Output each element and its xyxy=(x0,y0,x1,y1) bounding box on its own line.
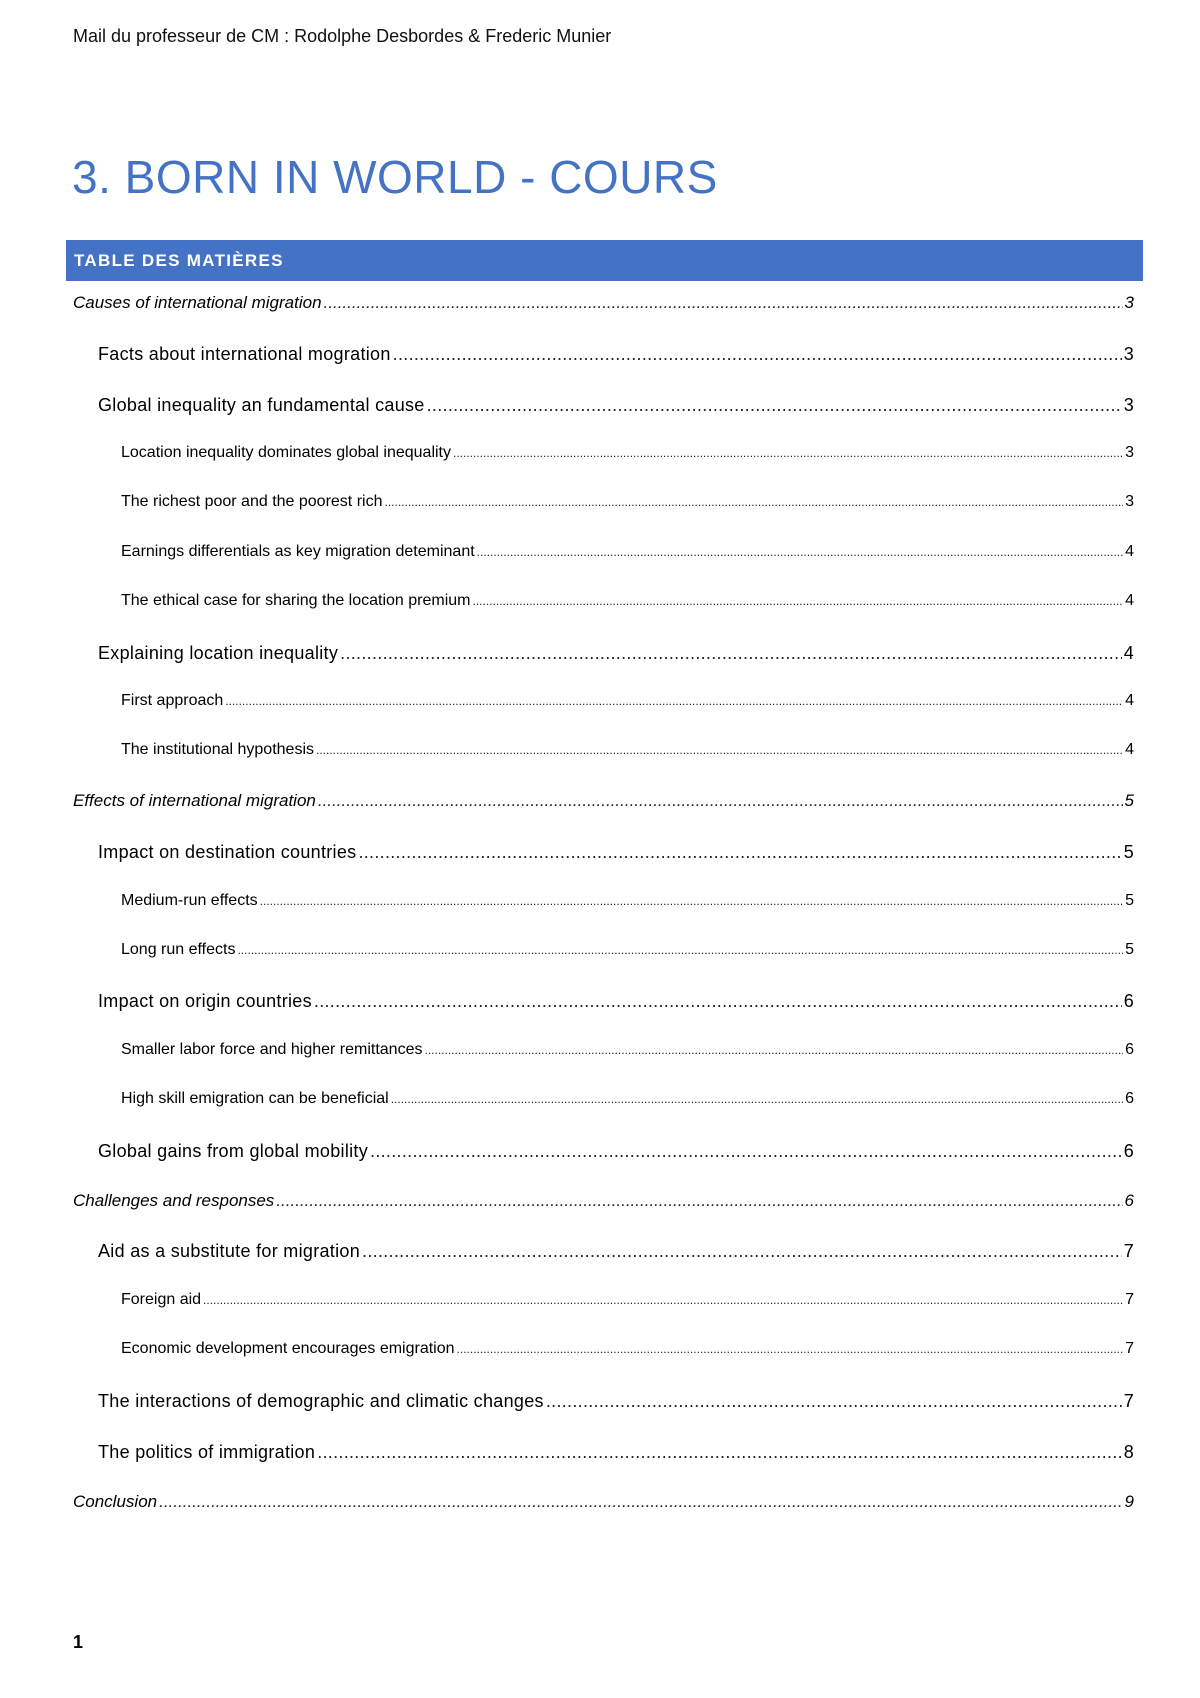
toc-entry-page: 6 xyxy=(1123,991,1134,1011)
toc-entry-page: 3 xyxy=(1123,344,1134,364)
toc-entry-level-2[interactable] xyxy=(98,1391,1134,1412)
toc-dot-leader xyxy=(453,446,1123,460)
toc-dot-leader xyxy=(546,1391,1122,1412)
toc-entry-page: 3 xyxy=(1124,293,1134,312)
toc-entry-label: The interactions of demographic and climatic changes xyxy=(98,1391,544,1411)
toc-entry-label: Impact on destination countries xyxy=(98,842,357,862)
toc-entry-level-1[interactable] xyxy=(73,1191,1134,1211)
toc-entry-label: Aid as a substitute for migration xyxy=(98,1241,361,1261)
toc-entry-page: 4 xyxy=(1125,692,1134,709)
toc-entry-label: Smaller labor force and higher remittances xyxy=(121,1041,423,1058)
toc-dot-leader xyxy=(318,791,1123,811)
toc-entry-level-2[interactable] xyxy=(98,1241,1134,1262)
toc-dot-leader xyxy=(384,495,1123,509)
toc-entry-page: 6 xyxy=(1125,1090,1134,1107)
toc-dot-leader xyxy=(260,894,1123,908)
document-title: 3. BORN IN WORLD - COURS xyxy=(72,151,718,203)
toc-entry-level-1[interactable] xyxy=(73,1492,1134,1512)
toc-dot-leader xyxy=(225,694,1123,708)
toc-entry-label: Facts about international mogration xyxy=(98,344,391,364)
toc-entry-level-3[interactable] xyxy=(121,592,1134,610)
toc-entry-page: 7 xyxy=(1125,1340,1134,1357)
toc-dot-leader xyxy=(391,1092,1123,1106)
toc-entry-label: Foreign aid xyxy=(121,1291,202,1308)
toc-entry-label: Causes of international migration xyxy=(73,293,322,312)
toc-entry-label: Medium-run effects xyxy=(121,892,258,909)
toc-entry-label: Global inequality an fundamental cause xyxy=(98,395,425,415)
toc-entry-page: 4 xyxy=(1123,643,1134,663)
toc-entry-level-3[interactable] xyxy=(121,692,1134,710)
toc-entry-level-2[interactable] xyxy=(98,1442,1134,1463)
toc-dot-leader xyxy=(203,1293,1123,1307)
toc-entry-page: 6 xyxy=(1125,1041,1134,1058)
toc-entry-page: 6 xyxy=(1124,1191,1134,1210)
toc-entry-page: 6 xyxy=(1123,1141,1134,1161)
toc-dot-leader xyxy=(477,545,1123,559)
toc-heading: TABLE DES MATIÈRES xyxy=(66,240,1143,281)
toc-dot-leader xyxy=(314,991,1122,1012)
toc-entry-level-3[interactable] xyxy=(121,741,1134,759)
toc-entry-page: 4 xyxy=(1125,543,1134,560)
toc-entry-label: First approach xyxy=(121,692,224,709)
toc-entry-level-3[interactable] xyxy=(121,444,1134,462)
toc-dot-leader xyxy=(457,1342,1124,1356)
toc-entry-level-2[interactable] xyxy=(98,842,1134,863)
toc-dot-leader xyxy=(358,842,1121,863)
toc-entry-label: The richest poor and the poorest rich xyxy=(121,493,383,510)
toc-entry-page: 7 xyxy=(1123,1241,1134,1261)
toc-entry-level-3[interactable] xyxy=(121,1340,1134,1358)
toc-entry-page: 3 xyxy=(1125,444,1134,461)
toc-dot-leader xyxy=(427,395,1122,416)
toc-dot-leader xyxy=(159,1492,1122,1512)
toc-entry-page: 4 xyxy=(1125,592,1134,609)
toc-entry-level-2[interactable] xyxy=(98,344,1134,365)
toc-dot-leader xyxy=(276,1191,1122,1211)
toc-entry-label: Explaining location inequality xyxy=(98,643,339,663)
toc-entry-level-3[interactable] xyxy=(121,892,1134,910)
toc-dot-leader xyxy=(473,594,1124,608)
toc-entry-level-3[interactable] xyxy=(121,1291,1134,1309)
toc-entry-label: Impact on origin countries xyxy=(98,991,312,1011)
toc-entry-page: 7 xyxy=(1123,1391,1134,1411)
toc-entry-level-3[interactable] xyxy=(121,543,1134,561)
toc-entry-page: 5 xyxy=(1125,892,1134,909)
toc-entry-label: Global gains from global mobility xyxy=(98,1141,369,1161)
toc-entry-page: 7 xyxy=(1125,1291,1134,1308)
toc-entry-level-2[interactable] xyxy=(98,643,1134,664)
toc-dot-leader xyxy=(237,943,1123,957)
toc-dot-leader xyxy=(317,1442,1122,1463)
toc-entry-label: The politics of immigration xyxy=(98,1442,316,1462)
toc-entry-level-3[interactable] xyxy=(121,493,1134,511)
toc-entry-level-2[interactable] xyxy=(98,1141,1134,1162)
toc-entry-label: Challenges and responses xyxy=(73,1191,275,1210)
toc-entry-label: Economic development encourages emigration xyxy=(121,1340,455,1357)
page-number: 1 xyxy=(73,1632,84,1652)
toc-entry-level-1[interactable] xyxy=(73,293,1134,313)
toc-entry-page: 8 xyxy=(1123,1442,1134,1462)
toc-entry-page: 5 xyxy=(1124,791,1134,810)
toc-entry-level-3[interactable] xyxy=(121,941,1134,959)
toc-entry-label: High skill emigration can be beneficial xyxy=(121,1090,389,1107)
toc-dot-leader xyxy=(362,1241,1122,1262)
toc-entry-page: 5 xyxy=(1123,842,1134,862)
toc-entry-label: Long run effects xyxy=(121,941,236,958)
toc-entry-level-2[interactable] xyxy=(98,991,1134,1012)
toc-dot-leader xyxy=(370,1141,1122,1162)
toc-dot-leader xyxy=(424,1043,1123,1057)
toc-entry-label: The institutional hypothesis xyxy=(121,741,314,758)
toc-entry-page: 3 xyxy=(1125,493,1134,510)
toc-entry-level-3[interactable] xyxy=(121,1041,1134,1059)
toc-entry-label: Earnings differentials as key migration deteminant xyxy=(121,543,475,560)
toc-dot-leader xyxy=(316,743,1123,757)
toc-entry-page: 5 xyxy=(1125,941,1134,958)
toc-entry-page: 9 xyxy=(1124,1492,1134,1511)
page-header: Mail du professeur de CM : Rodolphe Desbordes & Frederic Munier xyxy=(73,26,612,46)
toc-dot-leader xyxy=(324,293,1123,313)
toc-entry-page: 3 xyxy=(1123,395,1134,415)
toc-entry-level-3[interactable] xyxy=(121,1090,1134,1108)
toc-entry-label: Effects of international migration xyxy=(73,791,316,810)
toc-entry-level-1[interactable] xyxy=(73,791,1134,811)
toc-entry-page: 4 xyxy=(1125,741,1134,758)
toc-dot-leader xyxy=(340,643,1122,664)
toc-entry-label: Location inequality dominates global inequality xyxy=(121,444,451,461)
toc-dot-leader xyxy=(393,344,1122,365)
toc-entry-level-2[interactable] xyxy=(98,395,1134,416)
toc-entry-label: The ethical case for sharing the location premium xyxy=(121,592,471,609)
toc-entry-label: Conclusion xyxy=(73,1492,158,1511)
